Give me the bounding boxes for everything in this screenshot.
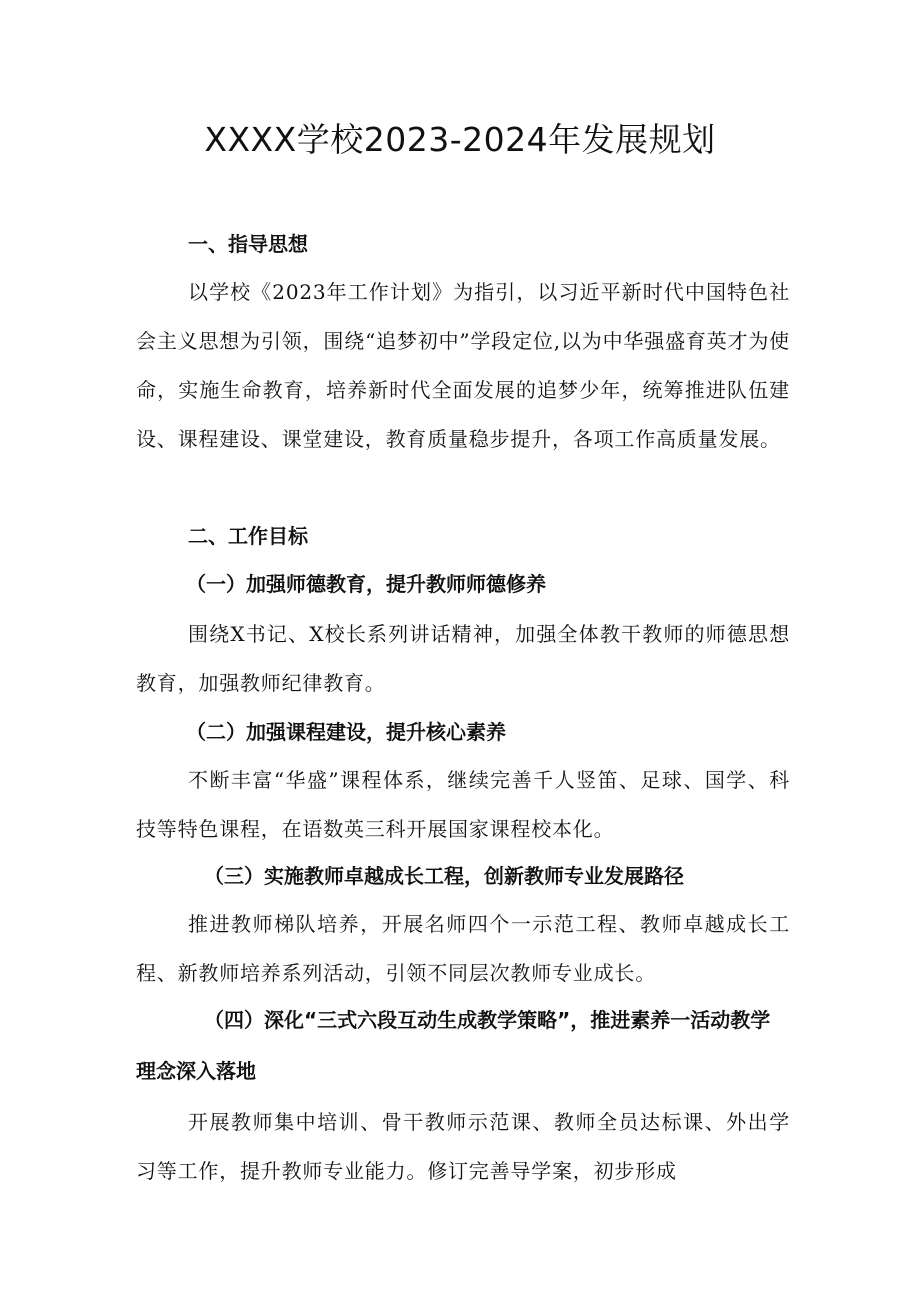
document-title: XXXX学校2023-2024年发展规划 bbox=[204, 120, 716, 159]
section-heading-guiding-ideology: 一、指导思想 bbox=[188, 232, 308, 256]
subsection-heading-3: （三）实施教师卓越成长工程，创新教师专业发展路径 bbox=[204, 864, 684, 888]
subsection-heading-4: （四）深化“三式六段互动生成教学策略”，推进素养一活动教学理念深入落地 bbox=[136, 1008, 771, 1083]
subsection-heading-2: （二）加强课程建设，提升核心素养 bbox=[186, 720, 506, 744]
section-heading-work-goals: 二、工作目标 bbox=[188, 524, 308, 548]
subsection-paragraph-1: 围绕X书记、X校长系列讲话精神，加强全体教干教师的师德思想教育，加强教师纪律教育。 bbox=[136, 622, 790, 695]
subsection-paragraph-4: 开展教师集中培训、骨干教师示范课、教师全员达标课、外出学习等工作，提升教师专业能力。修订完善导学案，初步形成 bbox=[136, 1110, 790, 1183]
subsection-heading-1: （一）加强师德教育，提升教师师德修养 bbox=[186, 572, 546, 596]
section-paragraph-guiding-ideology: 以学校《2023年工作计划》为指引，以习近平新时代中国特色社会主义思想为引领，围绕“追梦初中”学段定位,以为中华强盛育英才为使命，实施生命教育，培养新时代全面发展的追梦少年，统筹推进队伍建设、课程建设、课堂建设，教育质量稳步提升，各项工作高质量发展。 bbox=[136, 280, 790, 451]
subsection-paragraph-2: 不断丰富“华盛”课程体系，继续完善千人竖笛、足球、国学、科技等特色课程，在语数英三科开展国家课程校本化。 bbox=[136, 768, 790, 841]
subsection-paragraph-3: 推进教师梯队培养，开展名师四个一示范工程、教师卓越成长工程、新教师培养系列活动，引领不同层次教师专业成长。 bbox=[136, 912, 790, 985]
